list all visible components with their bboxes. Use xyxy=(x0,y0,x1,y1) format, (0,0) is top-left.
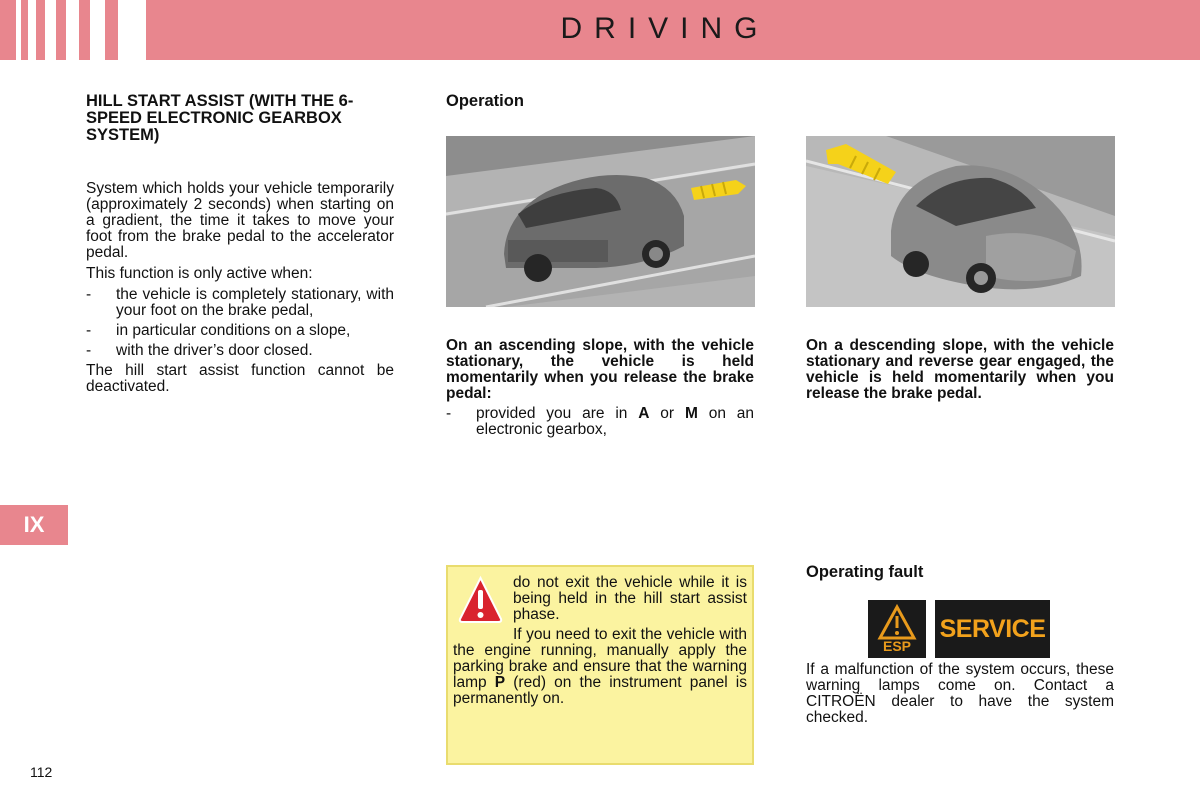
esp-triangle-icon xyxy=(868,602,926,642)
ascending-caption: On an ascending slope, with the vehicle stationary, the vehicle is held momentarily when you release the brake pedal: xyxy=(446,337,754,402)
header-band xyxy=(0,0,1200,60)
list-item: - the vehicle is completely stationary, with your foot on the brake pedal, xyxy=(86,286,394,319)
warning-lamps xyxy=(868,600,1050,658)
active-when-text: This function is only active when: xyxy=(86,265,313,282)
intro-text: System which holds your vehicle temporarily (approximately 2 seconds) when starting on a gradient, the time it takes to move your foot from the brake pedal to the accelerator pedal. xyxy=(86,180,394,261)
operation-heading: Operation xyxy=(446,92,524,110)
esp-warning-lamp xyxy=(868,600,926,658)
warning-triangle-icon xyxy=(458,575,503,625)
list-item: - provided you are in A or M on an electronic gearbox, xyxy=(446,405,755,438)
fault-text: If a malfunction of the system occurs, these warning lamps come on. Contact a CITROËN dealer to have the system checked. xyxy=(806,661,1114,726)
page-title: DRIVING xyxy=(560,12,770,45)
warning-box xyxy=(446,565,754,765)
section-heading: HILL START ASSIST (WITH THE 6-SPEED ELECTRONIC GEARBOX SYSTEM) xyxy=(86,92,354,144)
operating-fault-heading: Operating fault xyxy=(806,563,924,581)
descending-slope-image xyxy=(806,136,1115,307)
chapter-tab: IX xyxy=(0,505,68,545)
list-item: - in particular conditions on a slope, xyxy=(86,322,351,339)
descending-caption-block xyxy=(806,338,1114,407)
ascending-caption-block xyxy=(446,338,754,442)
list-item: - with the driver’s door closed. xyxy=(86,342,313,359)
ascending-slope-illustration xyxy=(446,136,755,307)
descending-slope-illustration xyxy=(806,136,1115,307)
descending-caption: On a descending slope, with the vehicle stationary and reverse gear engaged, the vehicle is held momentarily when you release the brake pedal. xyxy=(806,337,1114,402)
page-number: 112 xyxy=(30,764,53,780)
warning-para-1: do not exit the vehicle while it is being held in the hill start assist phase. xyxy=(513,574,747,623)
left-column xyxy=(86,93,394,400)
cannot-deactivate-text: The hill start assist function cannot be deactivated. xyxy=(86,362,394,395)
fault-text-block xyxy=(806,662,1114,731)
esp-label: ESP xyxy=(882,638,911,654)
warning-para-2: If you need to exit the vehicle with the engine running, manually apply the parking brake and ensure that the warning lamp P (red) on the instrument panel is permanently on. xyxy=(453,626,747,707)
ascending-slope-image xyxy=(446,136,755,307)
service-warning-lamp: SERVICE xyxy=(935,600,1050,658)
